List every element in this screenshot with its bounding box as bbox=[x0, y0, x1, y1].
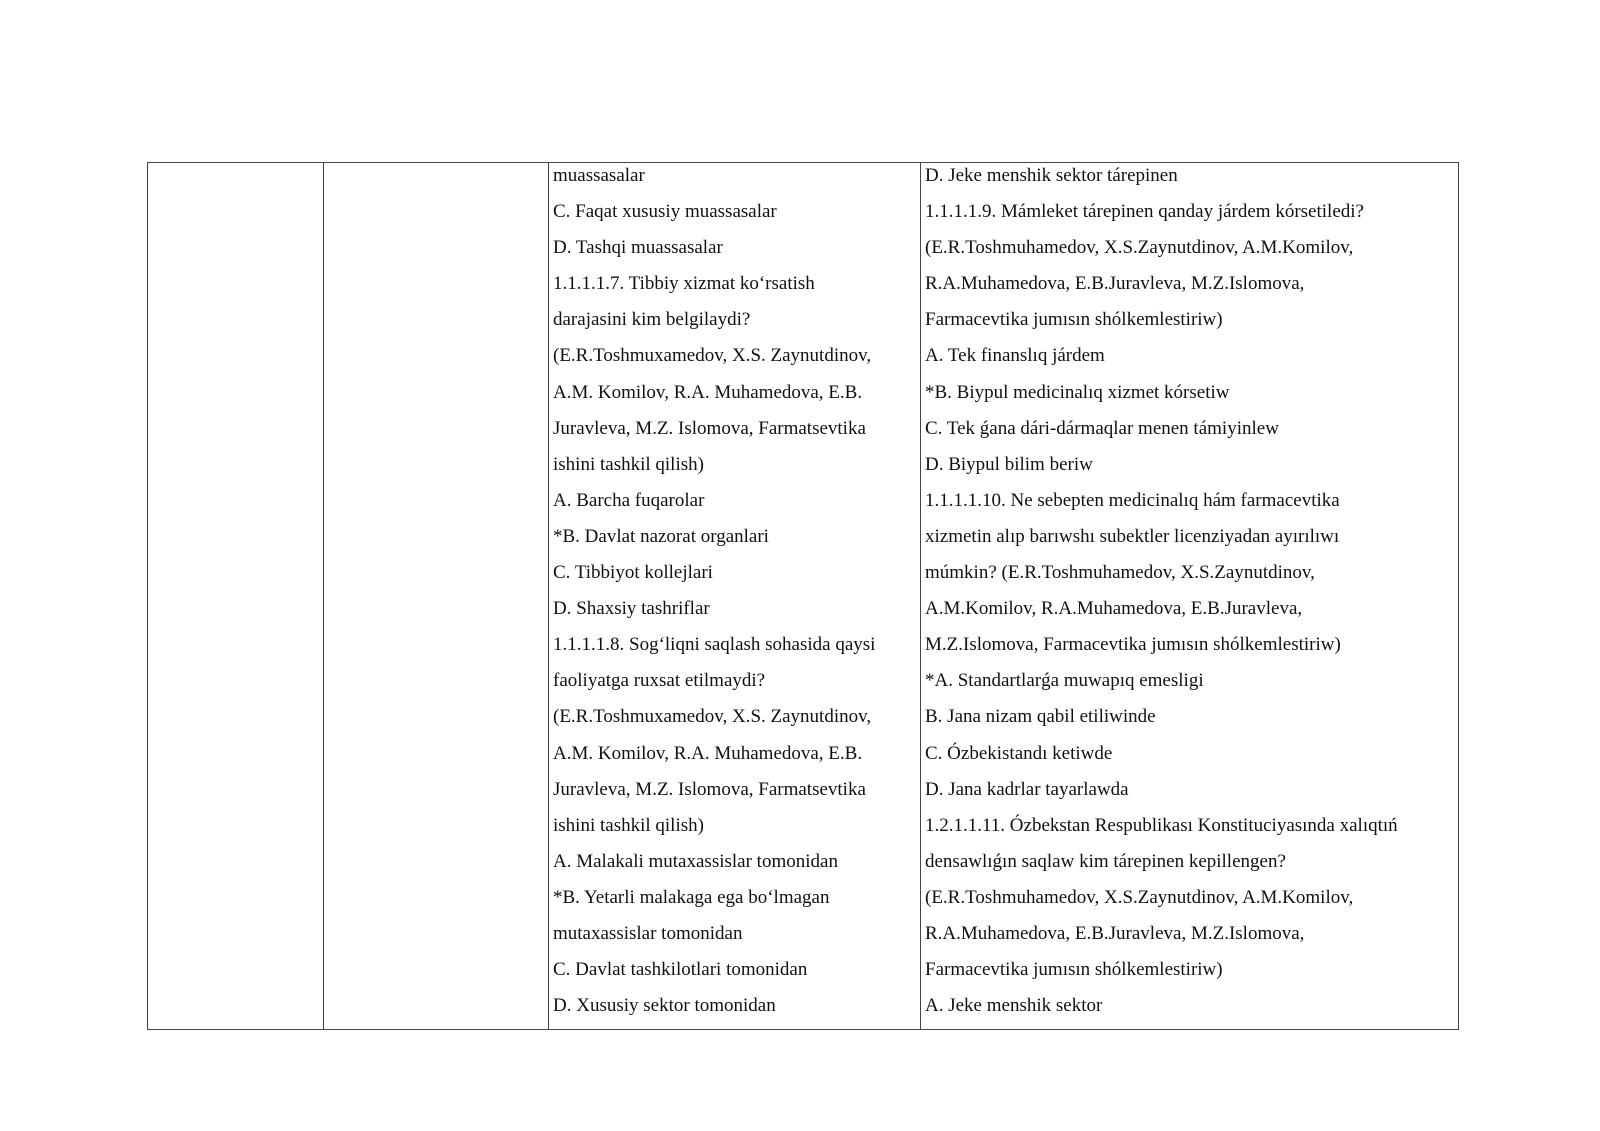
text-line: muassasalar bbox=[553, 165, 645, 186]
text-line: mutaxassislar tomonidan bbox=[553, 922, 743, 944]
text-line: *B. Biypul medicinalıq xizmet kórsetiw bbox=[925, 381, 1230, 403]
text-line: *A. Standartlarǵa muwapıq emesligi bbox=[925, 670, 1204, 692]
text-line: (E.R.Toshmuxamedov, X.S. Zaynutdinov, bbox=[553, 706, 872, 728]
text-line: faoliyatga ruxsat etilmaydi? bbox=[553, 670, 766, 692]
text-line: (E.R.Toshmuhamedov, X.S.Zaynutdinov, A.M.Komilov, bbox=[925, 237, 1354, 259]
text-line: R.A.Muhamedova, E.B.Juravleva, M.Z.Islomova, bbox=[925, 273, 1305, 295]
text-line: Juravleva, M.Z. Islomova, Farmatsevtika bbox=[553, 417, 866, 439]
text-line: B. Jana nizam qabil etiliwinde bbox=[925, 706, 1156, 728]
table-column-2 bbox=[324, 163, 549, 1029]
text-line: 1.1.1.1.10. Ne sebepten medicinalıq hám farmacevtika bbox=[925, 489, 1340, 511]
text-line: A.M.Komilov, R.A.Muhamedova, E.B.Juravleva, bbox=[925, 598, 1303, 620]
text-line: *B. Yetarli malakaga ega bo‘lmagan bbox=[553, 886, 830, 908]
question-table bbox=[147, 162, 1459, 1030]
text-line: D. Biypul bilim beriw bbox=[925, 453, 1093, 475]
text-line: A. Barcha fuqarolar bbox=[553, 489, 705, 511]
text-line: 1.2.1.1.11. Ózbekstan Respublikası Konstituciyasında xalıqtıń bbox=[925, 814, 1398, 836]
text-line: xizmetin alıp barıwshı subektler licenziyadan ayırılıwı bbox=[925, 525, 1340, 547]
text-line: ishini tashkil qilish) bbox=[553, 453, 704, 475]
text-line: R.A.Muhamedova, E.B.Juravleva, M.Z.Islomova, bbox=[925, 922, 1305, 944]
text-line: C. Faqat xususiy muassasalar bbox=[553, 201, 777, 223]
text-line: D. Tashqi muassasalar bbox=[553, 237, 723, 259]
table-column-3 bbox=[549, 163, 921, 1029]
text-line: D. Jeke menshik sektor tárepinen bbox=[925, 165, 1178, 186]
text-line: 1.1.1.1.8. Sog‘liqni saqlash sohasida qaysi bbox=[553, 634, 876, 656]
text-line: *B. Davlat nazorat organlari bbox=[553, 525, 769, 547]
table-column-1 bbox=[148, 163, 324, 1029]
text-line: D. Jana kadrlar tayarlawda bbox=[925, 778, 1129, 800]
text-line: A.M. Komilov, R.A. Muhamedova, E.B. bbox=[553, 381, 863, 403]
text-line: (E.R.Toshmuxamedov, X.S. Zaynutdinov, bbox=[553, 345, 872, 367]
text-line: Farmacevtika jumısın shólkemlestiriw) bbox=[925, 309, 1223, 331]
text-line: C. Ózbekistandı ketiwde bbox=[925, 742, 1113, 764]
text-line: Juravleva, M.Z. Islomova, Farmatsevtika bbox=[553, 778, 866, 800]
text-line: A. Tek finanslıq járdem bbox=[925, 345, 1105, 367]
text-line: Farmacevtika jumısın shólkemlestiriw) bbox=[925, 959, 1223, 981]
text-line: D. Xususiy sektor tomonidan bbox=[553, 995, 776, 1017]
text-line: darajasini kim belgilaydi? bbox=[553, 309, 751, 331]
text-line: múmkin? (E.R.Toshmuhamedov, X.S.Zaynutdinov, bbox=[925, 562, 1315, 584]
text-line: M.Z.Islomova, Farmacevtika jumısın shólkemlestiriw) bbox=[925, 634, 1341, 656]
text-line: C. Tek ǵana dári-dármaqlar menen támiyinlew bbox=[925, 417, 1279, 439]
text-line: A. Malakali mutaxassislar tomonidan bbox=[553, 850, 838, 872]
text-line: ishini tashkil qilish) bbox=[553, 814, 704, 836]
text-line: 1.1.1.1.9. Mámleket tárepinen qanday járdem kórsetiledi? bbox=[925, 201, 1364, 223]
text-line: C. Tibbiyot kollejlari bbox=[553, 562, 713, 584]
text-line: A.M. Komilov, R.A. Muhamedova, E.B. bbox=[553, 742, 863, 764]
text-line: C. Davlat tashkilotlari tomonidan bbox=[553, 959, 808, 981]
text-line: 1.1.1.1.7. Tibbiy xizmat ko‘rsatish bbox=[553, 273, 815, 295]
text-line: D. Shaxsiy tashriflar bbox=[553, 598, 710, 620]
text-line: A. Jeke menshik sektor bbox=[925, 995, 1103, 1017]
text-line: (E.R.Toshmuhamedov, X.S.Zaynutdinov, A.M.Komilov, bbox=[925, 886, 1354, 908]
table-column-4 bbox=[921, 163, 1458, 1029]
text-line: densawlıǵın saqlaw kim tárepinen kepillengen? bbox=[925, 850, 1286, 872]
